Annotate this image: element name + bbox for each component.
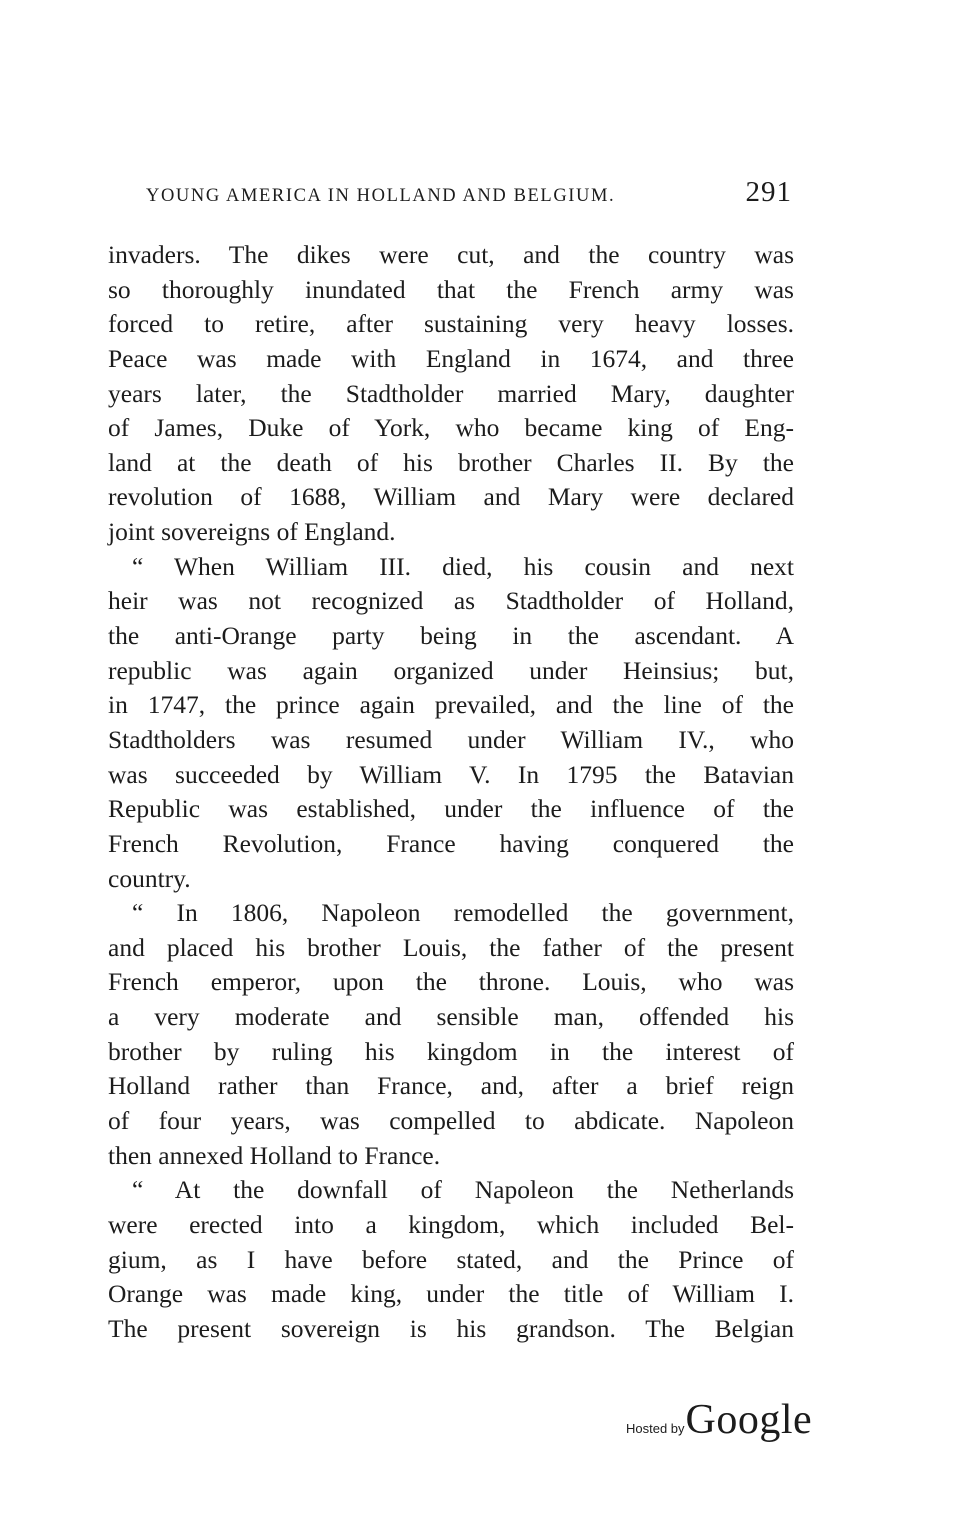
google-logo: Google [685,1397,813,1443]
hosted-by-google-watermark [626,1396,812,1444]
text-line: “ When William III. died, his cousin and next [132,551,794,581]
text-line: French emperor, upon the throne. Louis, who was [108,967,794,997]
text-line: years later, the Stadtholder married Mary, daughter [108,378,794,408]
running-title: YOUNG AMERICA IN HOLLAND AND BELGIUM. [146,186,616,206]
text-line: revolution of 1688, William and Mary were declared [108,482,794,512]
body-text [108,238,794,1347]
text-line: Stadtholders was resumed under William IV., who [108,724,794,754]
text-line: and placed his brother Louis, the father of the present [108,932,794,962]
text-line: in 1747, the prince again prevailed, and the line of the [108,690,794,720]
text-line: was succeeded by William V. In 1795 the Batavian [108,759,794,789]
text-line: then annexed Holland to France. [108,1140,441,1170]
text-line: forced to retire, after sustaining very heavy losses. [108,309,794,339]
text-line: were erected into a kingdom, which included Bel- [108,1209,794,1239]
text-line: French Revolution, France having conquered the [108,828,794,858]
text-line: Holland rather than France, and, after a brief reign [108,1071,794,1101]
text-line: country. [108,863,191,893]
text-line: Republic was established, under the influence of the [108,794,794,824]
text-line: gium, as I have before stated, and the Prince of [108,1244,794,1274]
running-head [146,176,792,209]
page-number: 291 [745,176,792,208]
text-line: “ In 1806, Napoleon remodelled the government, [132,898,794,928]
text-line: invaders. The dikes were cut, and the country was [108,240,794,269]
text-line: a very moderate and sensible man, offended his [108,1002,794,1032]
text-line: of James, Duke of York, who became king of Eng- [108,413,794,443]
text-line: heir was not recognized as Stadtholder of Holland, [108,586,794,616]
text-line: Peace was made with England in 1674, and three [108,343,794,373]
text-line: Orange was made king, under the title of William I. [108,1279,794,1309]
hosted-by-label: Hosted by [626,1421,685,1436]
text-line: The present sovereign is his grandson. The Belgian [108,1313,794,1343]
text-line: land at the death of his brother Charles II. By the [108,447,794,477]
text-line: the anti-Orange party being in the ascendant. A [108,621,794,651]
text-line: brother by ruling his kingdom in the interest of [108,1036,794,1066]
text-line: so thoroughly inundated that the French army was [108,274,794,304]
text-line: republic was again organized under Heinsius; but, [108,655,794,685]
text-line: “ At the downfall of Napoleon the Netherlands [132,1175,794,1205]
text-line: of four years, was compelled to abdicate. Napoleon [108,1106,794,1136]
text-line: joint sovereigns of England. [108,517,396,547]
